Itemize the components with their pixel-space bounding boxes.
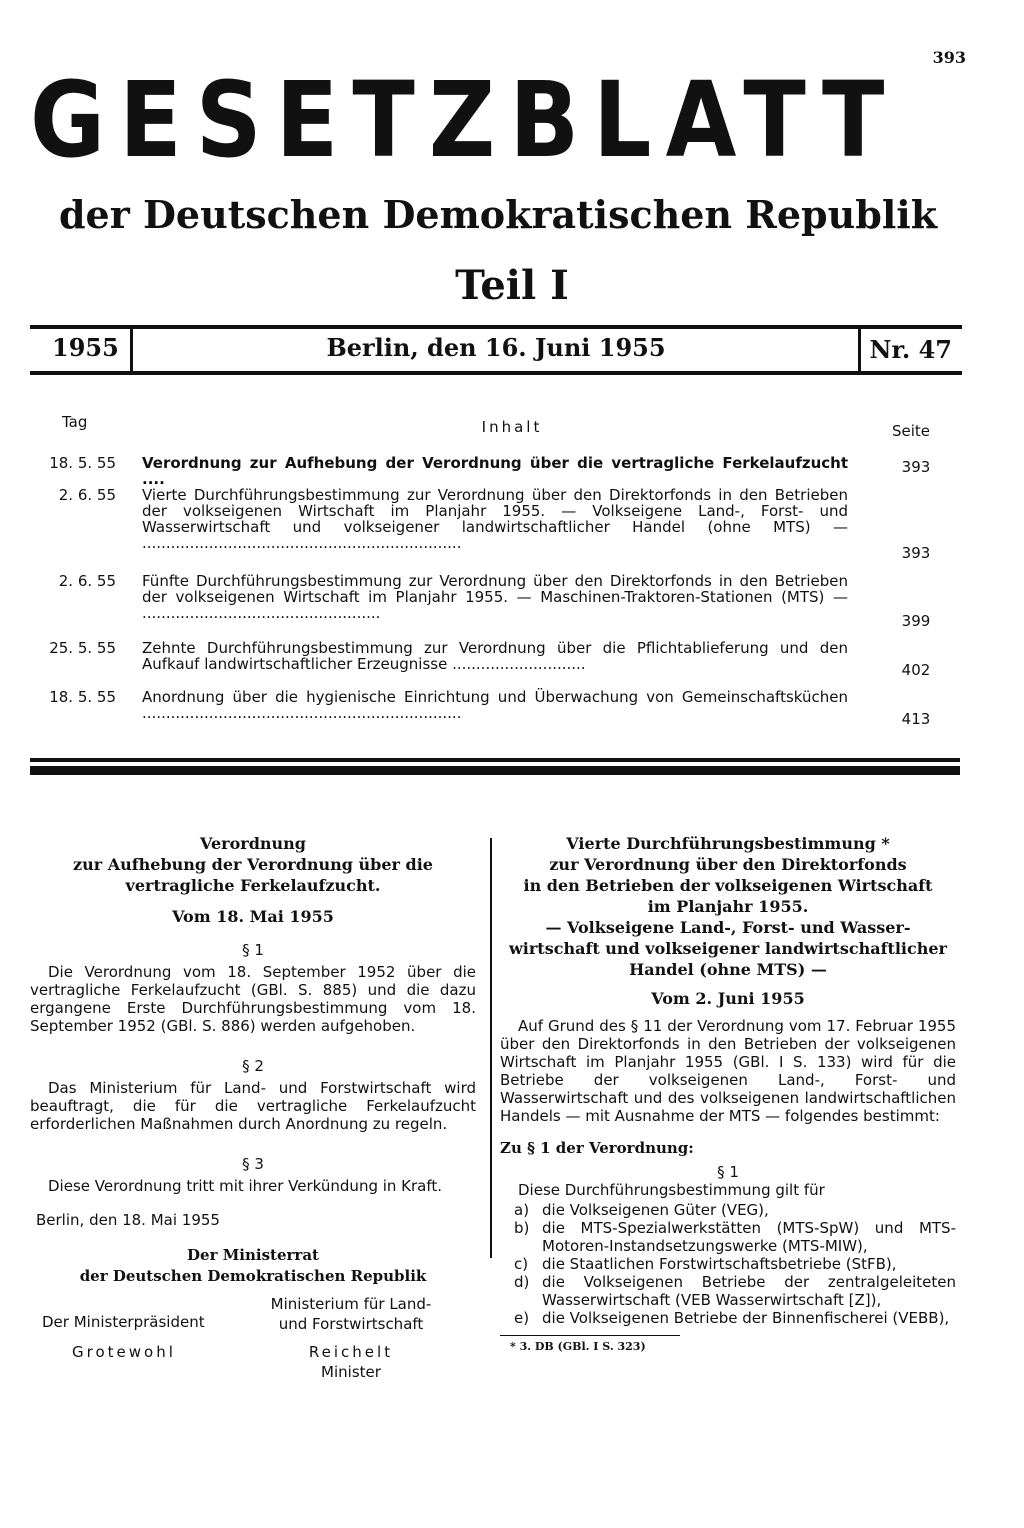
right-column: [500, 833, 956, 1356]
left-heading-2: zur Aufhebung der Verordnung über die: [73, 855, 433, 874]
list-item: [514, 1273, 956, 1309]
toc-date: 2. 6. 55: [58, 572, 116, 590]
list-item: [514, 1309, 956, 1327]
gazette-part: Teil I: [455, 262, 569, 309]
list-label: a): [514, 1201, 530, 1219]
list-label: c): [514, 1255, 529, 1273]
list-label: e): [514, 1309, 530, 1327]
toc-text: Fünfte Durchführungsbestimmung zur Verordnung über den Direktorfonds in den Betrieben der volkseigenen Wirtschaft im Planjahr 1955. — Maschinen-Traktoren-Stationen (MTS) — ..................................................: [142, 572, 848, 622]
left-s2-text: Das Ministerium für Land- und Forstwirtschaft wird beauftragt, die für die vertragliche Ferkelaufzucht erforderlichen Maßnahmen durch Anordnung zu regeln.: [30, 1079, 476, 1133]
right-heading-6: wirtschaft und volkseigener landwirtschaftlicher: [509, 939, 947, 958]
right-heading-1: Vierte Durchführungsbestimmung *: [566, 834, 890, 853]
right-intro: Auf Grund des § 11 der Verordnung vom 17. Februar 1955 über den Direktorfonds in den Betrieben der volkseigenen Wirtschaft im Planjahr 1955 (GBl. I S. 133) wird für die Betriebe der volkseigenen Land-, Forst- und Wasserwirtschaft und des volkseigenen landwirtschaftlichen Handels — mit Ausnahme der MTS — folgendes bestimmt:: [500, 1017, 956, 1125]
column-divider: [490, 838, 492, 1258]
list-label: d): [514, 1273, 530, 1291]
toc-date: 2. 6. 55: [58, 486, 116, 504]
toc-text: Verordnung zur Aufhebung der Verordnung über die vertragliche Ferkelaufzucht ....: [142, 454, 848, 488]
right-subheading: Zu § 1 der Verordnung:: [500, 1139, 694, 1157]
right-heading-4: im Planjahr 1955.: [647, 897, 809, 916]
toc-page: 413: [901, 710, 931, 728]
left-s3-text: Diese Verordnung tritt mit ihrer Verkündung in Kraft.: [48, 1177, 443, 1195]
section-separator: [30, 758, 960, 762]
council-1: Der Ministerrat: [187, 1246, 319, 1264]
issue-bar: [30, 325, 962, 375]
footnote-rule: [500, 1335, 680, 1336]
toc-page: 399: [901, 612, 931, 630]
toc-page: 402: [901, 661, 931, 679]
list-label: b): [514, 1219, 530, 1237]
right-heading-2: zur Verordnung über den Direktorfonds: [549, 855, 907, 874]
sig-right-role: Minister: [321, 1363, 381, 1381]
issue-year: 1955: [52, 333, 119, 362]
list-item: [514, 1219, 956, 1255]
right-s1-text: Diese Durchführungsbestimmung gilt für: [518, 1181, 825, 1199]
section-mark: § 3: [242, 1155, 264, 1173]
right-heading-7: Handel (ohne MTS) —: [629, 960, 827, 979]
bottom-rule: [30, 371, 962, 375]
issue-date: Berlin, den 16. Juni 1955: [326, 333, 666, 362]
toc-page: 393: [901, 544, 931, 562]
sig-right-title-2: und Forstwirtschaft: [278, 1315, 424, 1333]
top-rule: [30, 325, 962, 329]
sig-left-name: Grotewohl: [72, 1343, 176, 1361]
section-mark: § 1: [242, 941, 264, 959]
list-item: [514, 1201, 956, 1219]
section-mark: § 2: [242, 1057, 264, 1075]
gazette-title: GESETZBLATT: [30, 59, 899, 181]
list-text: die MTS-Spezialwerkstätten (MTS-SpW) und MTS-Motoren-Instandsetzungswerke (MTS-MIW),: [542, 1219, 956, 1255]
council-2: der Deutschen Demokratischen Republik: [79, 1267, 427, 1285]
right-heading-3: in den Betrieben der volkseigenen Wirtschaft: [523, 876, 933, 895]
sig-right-name: Reichelt: [308, 1343, 394, 1361]
page-number: 393: [932, 48, 966, 67]
toc-text: Anordnung über die hygienische Einrichtung und Überwachung von Gemeinschaftsküchen ...................................................................: [142, 688, 848, 722]
signatures: [30, 1293, 476, 1383]
list-item: [514, 1255, 956, 1273]
right-list: [500, 1201, 956, 1327]
toc-col-content: Inhalt: [481, 418, 543, 436]
gazette-subtitle: der Deutschen Demokratischen Republik: [58, 192, 938, 237]
toc-text: Zehnte Durchführungsbestimmung zur Verordnung über die Pflichtablieferung und den Aufkauf landwirtschaftlicher Erzeugnisse ............................: [142, 639, 848, 673]
toc-date: 25. 5. 55: [49, 639, 116, 657]
toc-text: Vierte Durchführungsbestimmung zur Verordnung über den Direktorfonds in den Betrieben der volkseigenen Wirtschaft im Planjahr 1955. — Volkseigene Land-, Forst- und Wasserwirtschaft und volkseigener landwirtschaftlicher Handel (ohne MTS) — ...................................................................: [142, 486, 848, 552]
toc-col-page: Seite: [892, 422, 931, 440]
left-column: [30, 833, 476, 1383]
issue-number: Nr. 47: [869, 335, 952, 364]
toc-col-day: Tag: [62, 413, 88, 431]
sig-left-title: Der Ministerpräsident: [42, 1313, 205, 1331]
toc-page: 393: [901, 458, 931, 476]
left-heading-3: vertragliche Ferkelaufzucht.: [125, 876, 381, 895]
left-place-date: Berlin, den 18. Mai 1955: [36, 1211, 220, 1229]
sig-right-title-1: Ministerium für Land-: [270, 1295, 432, 1313]
toc-date: 18. 5. 55: [49, 454, 116, 472]
list-text: die Volkseigenen Betriebe der zentralgeleiteten Wasserwirtschaft (VEB Wasserwirtschaft [Z]),: [542, 1273, 956, 1309]
right-heading-5: — Volkseigene Land-, Forst- und Wasser-: [545, 918, 911, 937]
left-s1-text: Die Verordnung vom 18. September 1952 über die vertragliche Ferkelaufzucht (GBl. S. 885) und die dazu ergangene Erste Durchführungsbestimmung vom 18. September 1952 (GBl. S. 886) werden aufgehoben.: [30, 963, 476, 1035]
left-heading-1: Verordnung: [200, 834, 306, 853]
list-text: die Staatlichen Forstwirtschaftsbetriebe (StFB),: [542, 1255, 897, 1273]
footnote: * 3. DB (GBl. I S. 323): [510, 1340, 646, 1353]
right-dated: Vom 2. Juni 1955: [651, 989, 805, 1008]
toc-date: 18. 5. 55: [49, 688, 116, 706]
section-separator: [30, 766, 960, 775]
list-text: die Volkseigenen Betriebe der Binnenfischerei (VEBB),: [542, 1309, 950, 1327]
left-dated: Vom 18. Mai 1955: [172, 907, 334, 926]
section-mark: § 1: [717, 1163, 739, 1181]
list-text: die Volkseigenen Güter (VEG),: [542, 1201, 769, 1219]
